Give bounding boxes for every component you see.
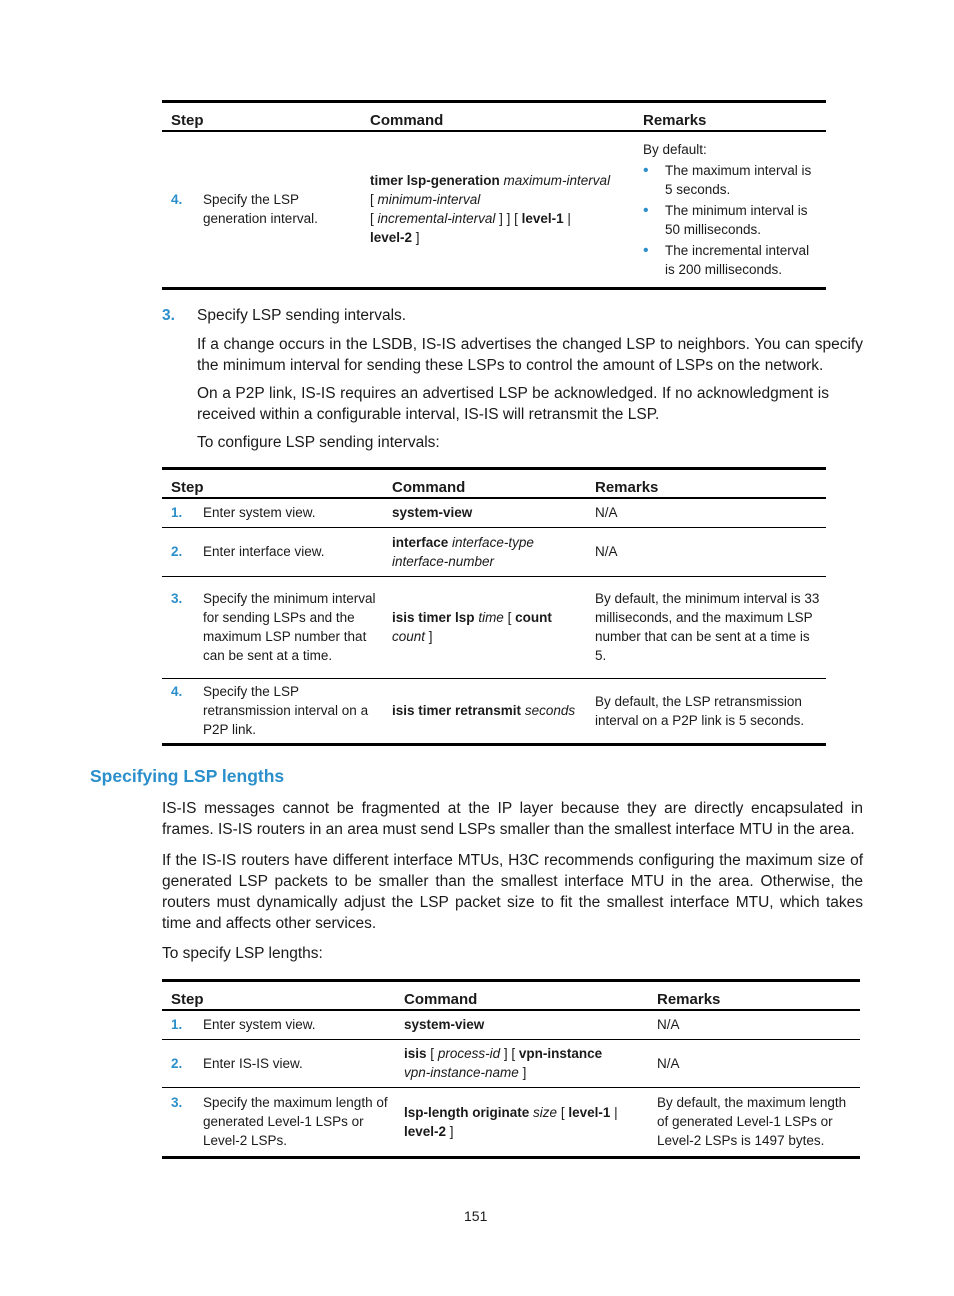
step3-para1: If a change occurs in the LSDB, IS-IS advertises the changed LSP to neighbors. You can specify the minimum interval for sending these LSPs to control the amount of LSPs on the network. bbox=[197, 336, 863, 374]
step-number: 3. bbox=[171, 591, 183, 606]
lsp-lengths-table bbox=[162, 979, 860, 1159]
step-text: Specify the minimum interval for sending LSPs and the maximum LSP number that can be sent at a time. bbox=[203, 591, 376, 663]
command-cell bbox=[383, 576, 586, 678]
step-number: 1. bbox=[171, 1017, 183, 1033]
cmd-keyword: isis timer lsp bbox=[392, 610, 475, 625]
cmd-keyword: timer lsp-generation bbox=[370, 173, 500, 189]
cmd-punct: ] [ bbox=[503, 1046, 516, 1061]
cmd-punct: ] bbox=[449, 1123, 454, 1139]
cmd-keyword: count bbox=[515, 610, 552, 625]
cmd-arg: time bbox=[478, 610, 504, 625]
list-item: • The minimum interval is 50 milliseconds. bbox=[665, 201, 820, 239]
cmd-arg: size bbox=[533, 1104, 558, 1120]
cmd-keyword: level-2 bbox=[370, 230, 413, 246]
step3-title: Specify LSP sending intervals. bbox=[197, 307, 407, 324]
table-row bbox=[162, 1087, 860, 1157]
step-number: 2. bbox=[171, 1055, 183, 1071]
remarks-cell: By default, the minimum interval is 33 milliseconds, and the maximum LSP number that can be sent at a time is 5. bbox=[586, 576, 826, 678]
header-step: Step bbox=[162, 102, 361, 132]
header-command: Command bbox=[383, 469, 586, 499]
command-cell bbox=[395, 1010, 648, 1039]
step3-number: 3. bbox=[162, 307, 175, 324]
list-item: • The incremental interval is 200 milliseconds. bbox=[665, 241, 820, 279]
step-number: 2. bbox=[171, 544, 183, 559]
header-remarks: Remarks bbox=[648, 981, 860, 1011]
cmd-punct: | bbox=[614, 1104, 618, 1120]
cmd-keyword: interface bbox=[392, 534, 449, 550]
step-text: Specify the maximum length of generated Level-1 LSPs or Level-2 LSPs. bbox=[203, 1095, 388, 1148]
command-cell bbox=[383, 527, 586, 576]
header-command: Command bbox=[361, 102, 634, 132]
step3-para3: To configure LSP sending intervals: bbox=[197, 434, 440, 451]
step-cell bbox=[162, 1039, 395, 1087]
step-number: 3. bbox=[171, 1095, 183, 1110]
table-row bbox=[162, 498, 826, 527]
step-text: Enter interface view. bbox=[203, 544, 325, 559]
command-cell bbox=[383, 678, 586, 744]
lsp-generation-table bbox=[162, 100, 826, 290]
list-item: • The maximum interval is 5 seconds. bbox=[665, 161, 820, 199]
remarks-intro: By default: bbox=[643, 142, 707, 157]
remarks-cell: By default, the maximum length of generated Level-1 LSPs or Level-2 LSPs is 1497 bytes. bbox=[648, 1087, 860, 1157]
section-para2: If the IS-IS routers have different interface MTUs, H3C recommends configuring the maximum size of generated LSP packets to be smaller than the smallest interface MTU in the area. Otherwise, the routers must dynamically adjust the LSP packet size to fit the smallest interface MTU, which takes time and affects other services. bbox=[162, 852, 863, 932]
step-text: Enter IS-IS view. bbox=[203, 1055, 303, 1071]
step-text: Enter system view. bbox=[203, 1017, 316, 1033]
step-text: Enter system view. bbox=[203, 505, 316, 521]
cmd-arg: maximum-interval bbox=[503, 173, 611, 189]
step-cell bbox=[162, 678, 383, 744]
cmd-arg: vpn-instance-name bbox=[404, 1065, 519, 1080]
table-header-row bbox=[162, 981, 860, 1011]
step-cell bbox=[162, 576, 383, 678]
cmd-keyword: level-2 bbox=[404, 1123, 447, 1139]
table-row bbox=[162, 1010, 860, 1039]
step-number: 4. bbox=[171, 684, 183, 699]
step-cell bbox=[162, 527, 383, 576]
remarks-cell: By default, the LSP retransmission interval on a P2P link is 5 seconds. bbox=[586, 678, 826, 744]
step-text: Specify the LSP generation interval. bbox=[203, 192, 318, 227]
lsp-sending-intervals-table bbox=[162, 467, 826, 746]
header-command: Command bbox=[395, 981, 648, 1011]
cmd-keyword: isis timer retransmit bbox=[392, 703, 522, 718]
table-row bbox=[162, 1039, 860, 1087]
cmd-arg: seconds bbox=[524, 703, 576, 718]
cmd-punct: ] ] [ bbox=[499, 211, 518, 227]
cmd-punct: ] bbox=[522, 1065, 527, 1080]
cmd-keyword: vpn-instance bbox=[518, 1046, 603, 1061]
cmd-keyword: system-view bbox=[392, 505, 473, 521]
cmd-punct: ] bbox=[415, 230, 420, 246]
table-header-row bbox=[162, 102, 826, 132]
cmd-punct: [ bbox=[430, 1046, 435, 1061]
remarks-cell: N/A bbox=[648, 1010, 860, 1039]
step-number: 1. bbox=[171, 505, 183, 521]
cmd-arg: interface-type interface-number bbox=[392, 534, 534, 569]
table-row bbox=[162, 527, 826, 576]
header-remarks: Remarks bbox=[634, 102, 826, 132]
cmd-punct: ] bbox=[428, 629, 433, 644]
cmd-keyword: level-1 bbox=[568, 1104, 611, 1120]
step-cell bbox=[162, 131, 361, 288]
section-para1: IS-IS messages cannot be fragmented at the IP layer because they are directly encapsulated in frames. IS-IS routers in an area must send LSPs smaller than the smallest interface MTU in the area. bbox=[162, 800, 863, 838]
remarks-cell: N/A bbox=[648, 1039, 860, 1087]
table-header-row bbox=[162, 469, 826, 499]
cmd-keyword: level-1 bbox=[521, 211, 564, 227]
remarks-list bbox=[643, 161, 820, 279]
cmd-arg: count bbox=[392, 629, 426, 644]
cmd-arg: minimum-interval bbox=[377, 192, 481, 208]
cmd-keyword: lsp-length originate bbox=[404, 1104, 530, 1120]
step-cell bbox=[162, 1087, 395, 1157]
table-row bbox=[162, 678, 826, 744]
step-number: 4. bbox=[171, 192, 183, 208]
cmd-arg: process-id bbox=[437, 1046, 501, 1061]
step3-para2: On a P2P link, IS-IS requires an advertised LSP be acknowledged. If no acknowledgment is received within a configurable interval, IS-IS will retransmit the LSP. bbox=[197, 385, 829, 423]
step-cell bbox=[162, 498, 383, 527]
step-text: Specify the LSP retransmission interval on a P2P link. bbox=[203, 684, 369, 737]
cmd-arg: incremental-interval bbox=[377, 211, 496, 227]
cmd-punct: [ bbox=[560, 1104, 565, 1120]
page-number: 151 bbox=[464, 1208, 488, 1224]
cmd-punct: [ bbox=[370, 192, 374, 208]
header-step: Step bbox=[162, 469, 383, 499]
command-cell bbox=[395, 1087, 648, 1157]
command-cell bbox=[361, 131, 634, 288]
remarks-cell bbox=[634, 131, 826, 288]
cmd-punct: [ bbox=[507, 610, 512, 625]
remarks-cell: N/A bbox=[586, 527, 826, 576]
command-cell bbox=[395, 1039, 648, 1087]
remarks-cell: N/A bbox=[586, 498, 826, 527]
command-cell bbox=[383, 498, 586, 527]
step-cell bbox=[162, 1010, 395, 1039]
table-row bbox=[162, 576, 826, 678]
header-step: Step bbox=[162, 981, 395, 1011]
section-heading: Specifying LSP lengths bbox=[90, 766, 285, 786]
table-row bbox=[162, 131, 826, 288]
cmd-punct: [ bbox=[370, 211, 374, 227]
cmd-punct: | bbox=[567, 211, 571, 227]
header-remarks: Remarks bbox=[586, 469, 826, 499]
section-para3: To specify LSP lengths: bbox=[162, 945, 323, 962]
cmd-keyword: isis bbox=[404, 1046, 427, 1061]
cmd-keyword: system-view bbox=[404, 1017, 485, 1033]
